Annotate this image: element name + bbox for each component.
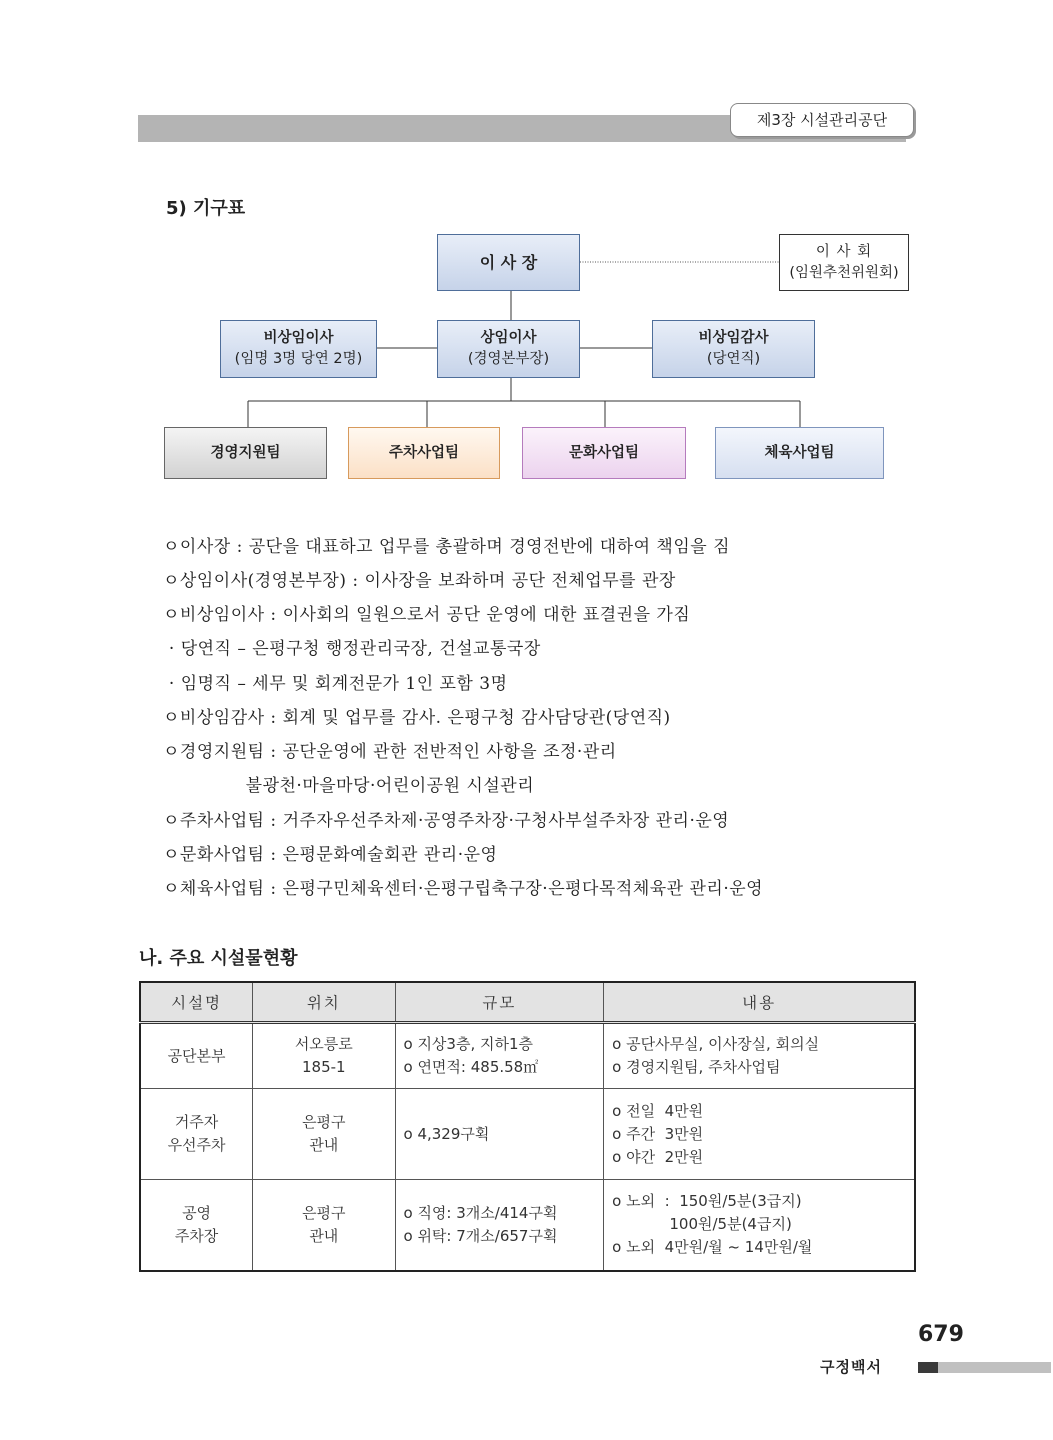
org-box-team-parking [348,427,500,479]
desc-line: ㅇ이사장 : 공단을 대표하고 업무를 총괄하며 경영전반에 대하여 책임을 짐 [163,537,731,557]
page-number: 679 [918,1322,964,1347]
cell-location: 은평구 관내 [253,1180,395,1271]
desc-line: ㅇ비상임감사 : 회계 및 업무를 감사. 은평구청 감사담당관(당연직) [163,708,671,728]
desc-line: ㅇ경영지원팀 : 공단운영에 관한 전반적인 사항을 조정·관리 [163,742,617,762]
table-header-row [140,982,915,1023]
cell-name: 공단본부 [140,1023,253,1089]
cell-location: 서오릉로 185-1 [253,1023,395,1089]
org-team-label: 문화사업팀 [568,444,640,461]
cell-location: 은평구 관내 [253,1089,395,1180]
org-team-label: 체육사업팀 [764,444,835,461]
org-chair-label: 이 사 장 [479,253,538,272]
cell-scale: o 4,329구획 [395,1089,604,1180]
desc-line: ㅇ비상임이사 : 이사회의 일원으로서 공단 운영에 대한 표결권을 가짐 [163,605,691,625]
desc-line: · 당연직 – 은평구청 행정관리국장, 건설교통국장 [163,639,541,659]
org-box-chair [437,234,580,291]
section-title-org-chart: 5) 기구표 [166,198,246,219]
footer-bar-dark [918,1362,938,1373]
cell-content: o 전일 4만원 o 주간 3만원 o 야간 2만원 [604,1089,915,1180]
org-nonexec-dir-sublabel: (임명 3명 당연 2명) [234,351,363,367]
desc-line: 불광천·마을마당·어린이공원 시설관리 [163,776,535,796]
desc-line: · 임명직 – 세무 및 회계전문가 1인 포함 3명 [163,674,508,694]
book-title: 구정백서 [820,1358,882,1376]
org-box-executive-director [437,320,580,378]
desc-line: ㅇ주차사업팀 : 거주자우선주차제·공영주차장·구청사부설주차장 관리·운영 [163,811,730,831]
footer-bar-light [938,1362,1051,1373]
facilities-table [139,981,916,1272]
org-board-label: 이 사 회 [815,243,873,260]
cell-name: 공영 주차장 [140,1180,253,1271]
chapter-tab: 제3장 시설관리공단 [730,103,914,137]
cell-name: 거주자 우선주차 [140,1089,253,1180]
org-auditor-sublabel: (당연직) [706,351,761,367]
org-auditor-label: 비상임감사 [698,330,769,346]
org-team-label: 경영지원팀 [210,444,281,461]
desc-line: ㅇ문화사업팀 : 은평문화예술회관 관리·운영 [163,845,498,865]
table-row [140,1089,915,1180]
cell-content: o 노외 : 150원/5분(3급지) 100원/5분(4급지) o 노외 4만원/월 ~ 14만원/월 [604,1180,915,1271]
org-box-nonexecutive-director [220,320,377,378]
section-title-facilities: 나. 주요 시설물현황 [139,948,298,969]
desc-line: ㅇ체육사업팀 : 은평구민체육센터·은평구립축구장·은평다목적체육관 관리·운영 [163,879,764,899]
org-box-team-culture [522,427,686,479]
org-nonexec-dir-label: 비상임이사 [263,330,334,346]
org-exec-dir-sublabel: (경영본부장) [467,351,550,367]
org-board-sublabel: (임원추천위원회) [789,264,899,281]
cell-scale: o 지상3층, 지하1층 o 연면적: 485.58㎡ [395,1023,604,1089]
desc-line: ㅇ상임이사(경영본부장) : 이사장을 보좌하며 공단 전체업무를 관장 [163,571,676,591]
cell-content: o 공단사무실, 이사장실, 회의실 o 경영지원팀, 주차사업팀 [604,1023,915,1089]
col-header-scale: 규모 [395,982,604,1023]
org-team-label: 주차사업팀 [388,444,460,461]
col-header-name: 시설명 [140,982,253,1023]
col-header-content: 내용 [604,982,915,1023]
org-exec-dir-label: 상임이사 [480,330,537,346]
org-box-team-sports [715,427,884,479]
table-row [140,1180,915,1271]
table-row [140,1023,915,1089]
org-box-board [779,234,909,291]
org-box-auditor [652,320,815,378]
col-header-location: 위치 [253,982,395,1023]
org-box-team-management [164,427,327,479]
cell-scale: o 직영: 3개소/414구획 o 위탁: 7개소/657구획 [395,1180,604,1271]
